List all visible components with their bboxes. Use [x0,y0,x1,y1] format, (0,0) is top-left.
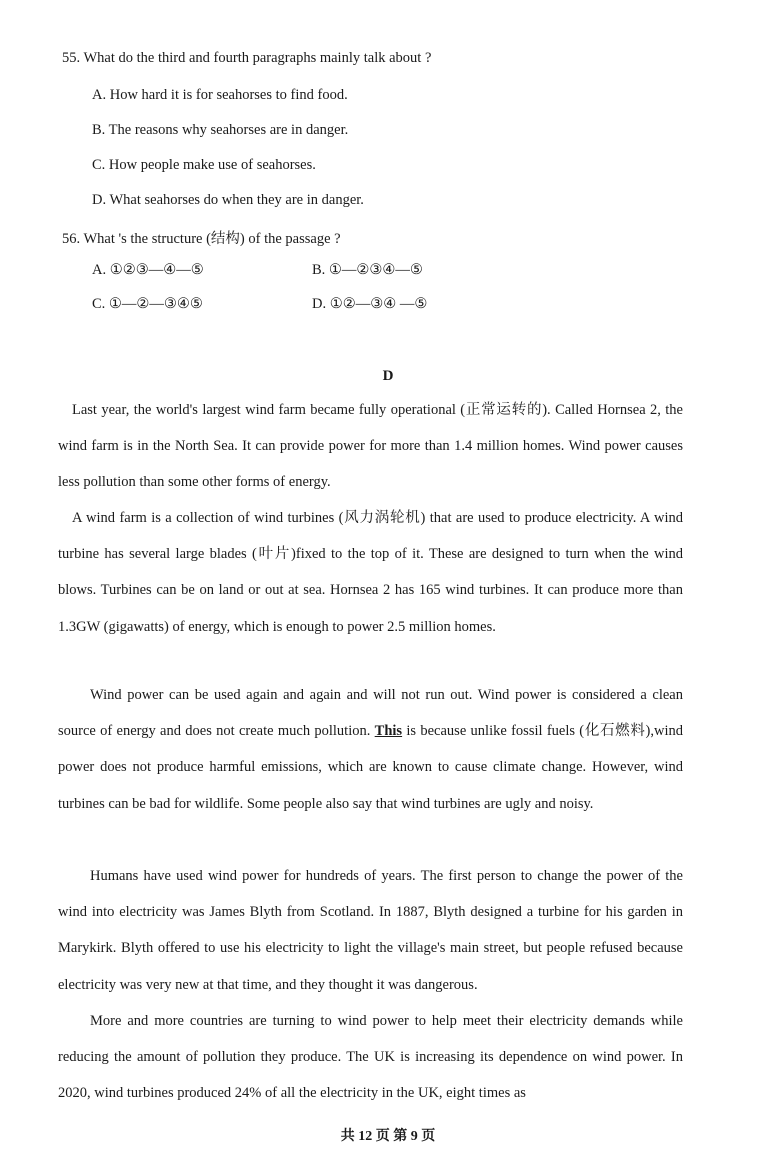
page-number-footer: 共 12 页 第 9 页 [340,1129,436,1144]
passage-paragraph-3 [58,677,683,822]
section-title: D [382,368,394,384]
question-56-stem: 56. What 's the structure (结构) of the passage ? [62,231,341,247]
question-55-option-d[interactable]: D. What seahorses do when they are in danger. [92,192,364,208]
passage-paragraph-4: Humans have used wind power for hundreds of years. The first person to change the power of the wind into electricity was James Blyth from Scotland. In 1887, Blyth designed a turbine for his garden in Marykirk. Blyth offered to use his electricity to light the village's main street, but people refused because electricity was very new at that time, and they thought it was dangerous. [58,868,683,993]
underlined-word-this: This [374,723,403,740]
question-56-option-b[interactable]: B. ①—②③④—⑤ [312,262,423,278]
question-55-stem: 55. What do the third and fourth paragraphs mainly talk about ? [62,50,432,66]
paragraph-3-text-before: Wind power can be used again and again and will not run out. Wind power is considered a clean source of energy and does not create much pollution. [58,687,683,740]
question-55-option-c[interactable]: C. How people make use of seahorses. [92,157,316,173]
question-55-option-a[interactable]: A. How hard it is for seahorses to find food. [92,87,348,103]
passage-paragraph-2: A wind farm is a collection of wind turbines (风力涡轮机) that are used to produce electricity. A wind turbine has several large blades (叶片)fixed to the top of it. These are designed to turn when the wind blows. Turbines can be on land or out at sea. Hornsea 2 has 165 wind turbines. It can produce more than 1.3GW (gigawatts) of energy, which is enough to power 2.5 million homes. [58,510,683,635]
passage-paragraph-1: Last year, the world's largest wind farm became fully operational (正常运转的). Called Hornsea 2, the wind farm is in the North Sea. It can provide power for more than 1.4 million homes. Wind power causes less pollution than some other forms of energy. [58,402,683,491]
question-56-option-d[interactable]: D. ①②—③④ —⑤ [312,296,428,312]
question-56-option-a[interactable]: A. ①②③—④—⑤ [92,262,204,278]
question-56-option-c[interactable]: C. ①—②—③④⑤ [92,296,203,312]
passage-paragraph-5: More and more countries are turning to wind power to help meet their electricity demands while reducing the amount of pollution they produce. The UK is increasing its dependence on wind power. In 2020, wind turbines produced 24% of all the electricity in the UK, eight times as [58,1013,683,1102]
question-55-option-b[interactable]: B. The reasons why seahorses are in danger. [92,122,349,138]
paragraph-3-text-after: is because unlike fossil fuels (化石燃料),wind power does not produce harmful emissions, which are known to cause climate change. However, wind turbines can be bad for wildlife. Some people also say that wind turbines are ugly and noisy. [58,723,683,812]
